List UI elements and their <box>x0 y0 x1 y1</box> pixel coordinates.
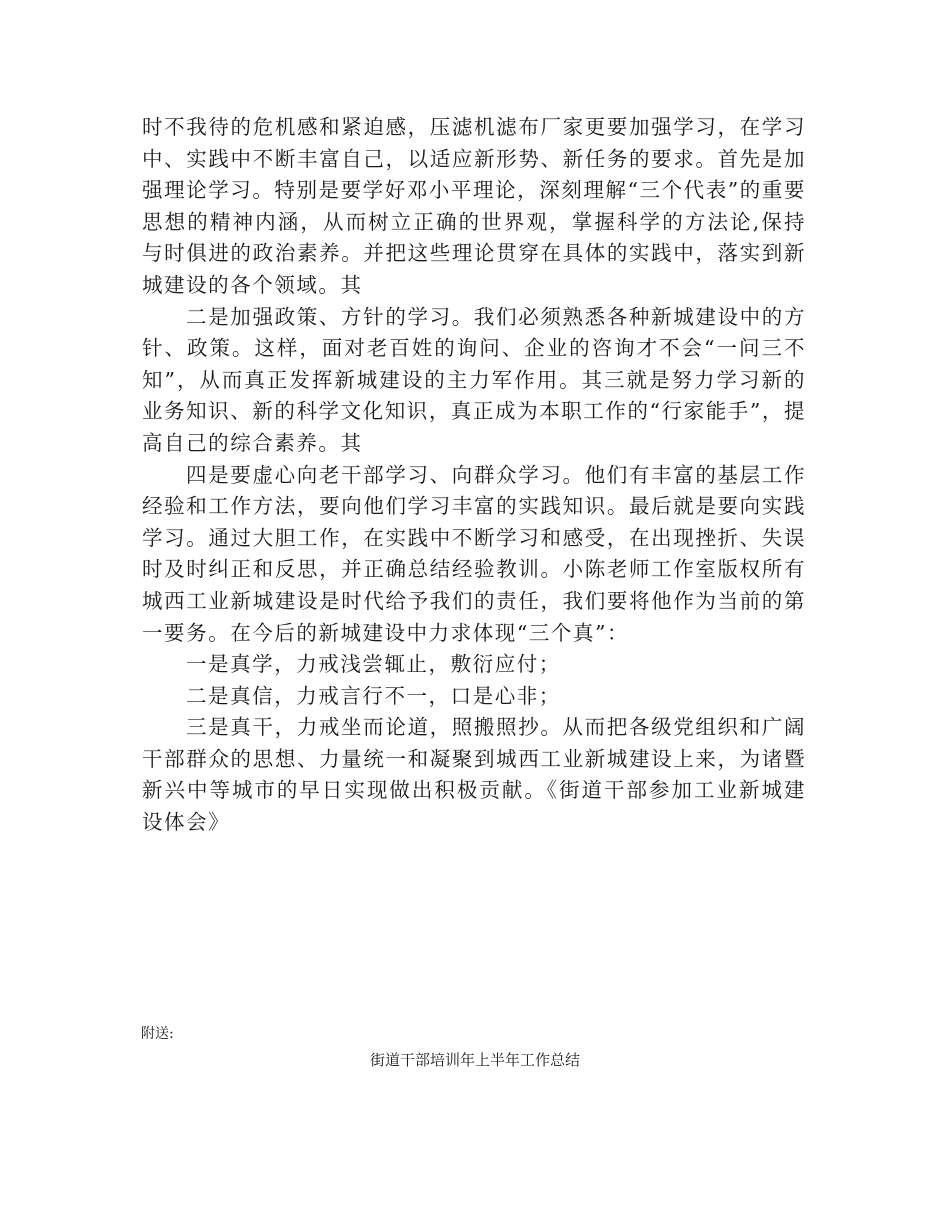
paragraph: 二是加强政策、方针的学习。我们必须熟悉各种新城建设中的方针、政策。这样，面对老百姓的询问、企业的咨询才不会“一问三不知”，从而真正发挥新城建设的主力军作用。其三就是努力学习新的业务知识、新的科学文化知识，真正成为本职工作的“行家能手”，提高自己的综合素养。其 <box>142 304 806 455</box>
appendix-title: 街道干部培训年上半年工作总结 <box>369 1051 580 1069</box>
paragraph: 一是真学，力戒浅尝辄止，敷衍应付； <box>186 652 561 677</box>
appendix-label: 附送: <box>141 1026 174 1042</box>
document-body <box>142 112 806 839</box>
paragraph: 四是要虚心向老干部学习、向群众学习。他们有丰富的基层工作经验和工作方法，要向他们学习丰富的实践知识。最后就是要向实践学习。通过大胆工作，在实践中不断学习和感受，在出现挫折、失误时及时纠正和反思，并正确总结经验教训。小陈老师工作室版权所有城西工业新城建设是时代给予我们的责任，我们要将他作为当前的第一要务。在今后的新城建设中力求体现“三个真”： <box>142 462 806 645</box>
paragraph: 二是真信，力戒言行不一，口是心非； <box>186 683 561 708</box>
paragraph: 时不我待的危机感和紧迫感，压滤机滤布厂家更要加强学习，在学习中、实践中不断丰富自己，以适应新形势、新任务的要求。首先是加强理论学习。特别是要学好邓小平理论，深刻理解“三个代表”的重要思想的精神内涵，从而树立正确的世界观，掌握科学的方法论,保持与时俱进的政治素养。并把这些理论贯穿在具体的实践中，落实到新城建设的各个领域。其 <box>142 115 806 297</box>
paragraph: 三是真干，力戒坐而论道，照搬照抄。从而把各级党组织和广阔干部群众的思想、力量统一和凝聚到城西工业新城建设上来，为诸暨新兴中等城市的早日实现做出积极贡献。《街道干部参加工业新城建设体会》 <box>142 715 806 835</box>
